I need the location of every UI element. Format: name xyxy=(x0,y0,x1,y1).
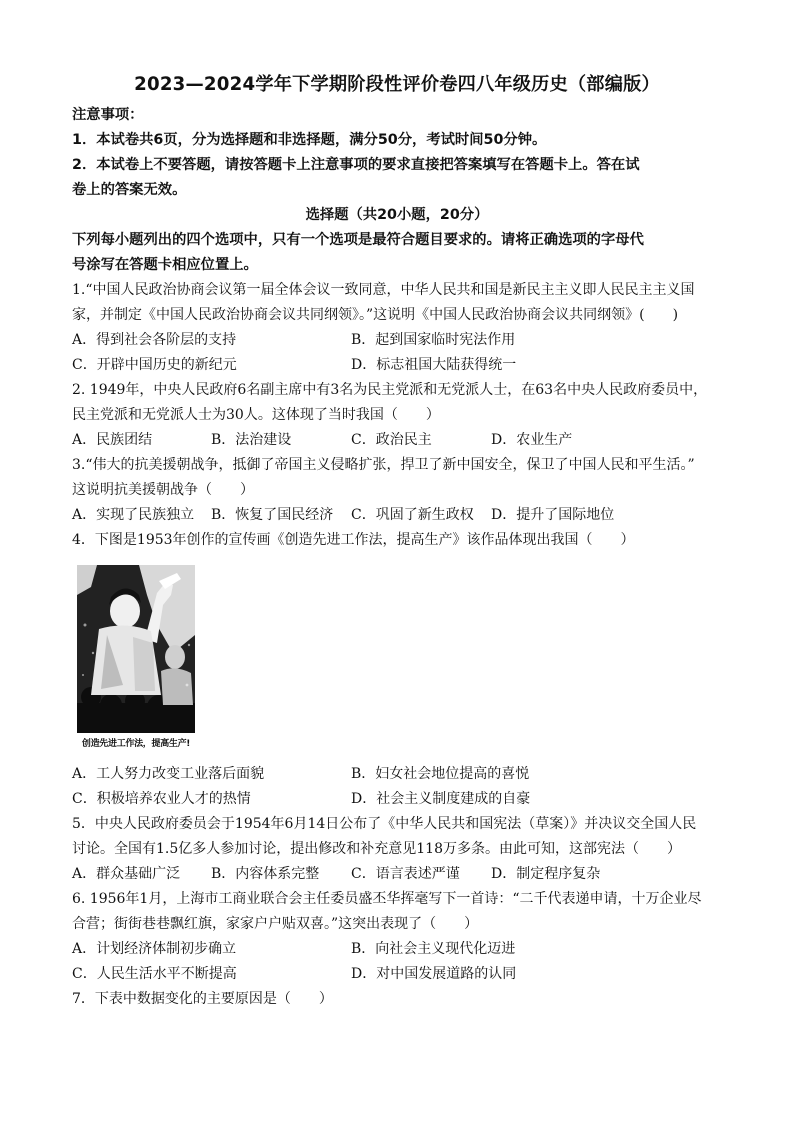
section-instruction-line-1: 下列每小题列出的四个选项中，只有一个选项是最符合题目要求的。请将正确选项的字母代 xyxy=(72,232,644,248)
question-3-stem-line-1: 3.“伟大的抗美援朝战争，抵御了帝国主义侵略扩张，捍卫了新中国安全，保卫了中国人民和平生活。” xyxy=(72,457,695,473)
question-1-option-a: A．得到社会各阶层的支持 xyxy=(72,332,237,348)
question-6-option-b: B．向社会主义现代化迈进 xyxy=(351,941,516,957)
notice-item-1: 1．本试卷共6页，分为选择题和非选择题，满分50分，考试时间50分钟。 xyxy=(72,132,547,148)
notice-item-2-line-1: 2．本试卷上不要答题，请按答题卡上注意事项的要求直接把答案填写在答题卡上。答在试 xyxy=(72,157,640,173)
poster-caption: 创造先进工作法，提高生产! xyxy=(81,739,191,749)
notice-heading: 注意事项： xyxy=(72,107,144,123)
question-5-option-d: D．制定程序复杂 xyxy=(491,866,601,882)
question-6-stem-line-1: 6. 1956年1月，上海市工商业联合会主任委员盛丕华挥毫写下一首诗：“二千代表递申请，十万企业尽 xyxy=(72,891,702,907)
question-5-option-a: A．群众基础广泛 xyxy=(72,866,181,882)
question-2-option-c: C．政治民主 xyxy=(351,432,432,448)
question-5-option-c: C．语言表述严谨 xyxy=(351,866,460,882)
question-2-stem-line-1: 2. 1949年，中央人民政府6名副主席中有3名为民主党派和无党派人士，在63名中央人民政府委员中， xyxy=(72,382,708,398)
question-4-option-b: B．妇女社会地位提高的喜悦 xyxy=(351,766,530,782)
question-4-stem-line-1: 4．下图是1953年创作的宣传画《创造先进工作法，提高生产》该作品体现出我国（ ） xyxy=(72,532,635,548)
question-1-stem-line-2: 家，并制定《中国人民政治协商会议共同纲领》。”这说明《中国人民政治协商会议共同纲领》( ) xyxy=(72,307,679,323)
question-2-option-b: B．法治建设 xyxy=(211,432,292,448)
question-1-stem-line-1: 1.“中国人民政治协商会议第一届全体会议一致同意，中华人民共和国是新民主主义即人民民主主义国 xyxy=(72,282,695,298)
section-instruction-line-2: 号涂写在答题卡相应位置上。 xyxy=(72,257,258,273)
propaganda-poster xyxy=(77,565,195,750)
question-1-option-c: C．开辟中国历史的新纪元 xyxy=(72,357,237,373)
question-3-option-a: A．实现了民族独立 xyxy=(72,507,195,523)
question-5-stem-line-1: 5．中央人民政府委员会于1954年6月14日公布了《中华人民共和国宪法（草案）》并决议交全国人民 xyxy=(72,816,697,832)
question-6-option-d: D．对中国发展道路的认同 xyxy=(351,966,517,982)
question-5-stem-line-2: 讨论。全国有1.5亿多人参加讨论，提出修改和补充意见118万多条。由此可知，这部宪法（ ） xyxy=(72,841,681,857)
question-4-option-c: C．积极培养农业人才的热情 xyxy=(72,791,251,807)
question-3-option-d: D．提升了国际地位 xyxy=(491,507,615,523)
question-2-stem-line-2: 民主党派和无党派人士为30人。这体现了当时我国（ ） xyxy=(72,407,440,423)
question-1-option-d: D．标志祖国大陆获得统一 xyxy=(351,357,517,373)
poster-illustration xyxy=(77,565,195,733)
notice-item-2-line-2: 卷上的答案无效。 xyxy=(72,182,187,198)
question-2-option-d: D．农业生产 xyxy=(491,432,573,448)
question-3-option-c: C．巩固了新生政权 xyxy=(351,507,474,523)
question-6-option-a: A．计划经济体制初步确立 xyxy=(72,941,237,957)
question-2-option-a: A．民族团结 xyxy=(72,432,153,448)
question-4-option-d: D．社会主义制度建成的自豪 xyxy=(351,791,531,807)
question-5-option-b: B．内容体系完整 xyxy=(211,866,320,882)
question-1-option-b: B．起到国家临时宪法作用 xyxy=(351,332,516,348)
question-6-option-c: C．人民生活水平不断提高 xyxy=(72,966,237,982)
question-3-stem-line-2: 这说明抗美援朝战争（ ） xyxy=(72,482,254,498)
question-7-stem-line-1: 7．下表中数据变化的主要原因是（ ） xyxy=(72,991,333,1007)
question-3-option-b: B．恢复了国民经济 xyxy=(211,507,334,523)
question-4-option-a: A．工人努力改变工业落后面貌 xyxy=(72,766,265,782)
section-title: 选择题（共20小题，20分） xyxy=(305,207,489,223)
exam-title: 2023—2024学年下学期阶段性评价卷四八年级历史（部编版） xyxy=(134,74,660,95)
question-6-stem-line-2: 合营；街街巷巷飘红旗，家家户户贴双喜。”这突出表现了（ ） xyxy=(72,916,479,932)
